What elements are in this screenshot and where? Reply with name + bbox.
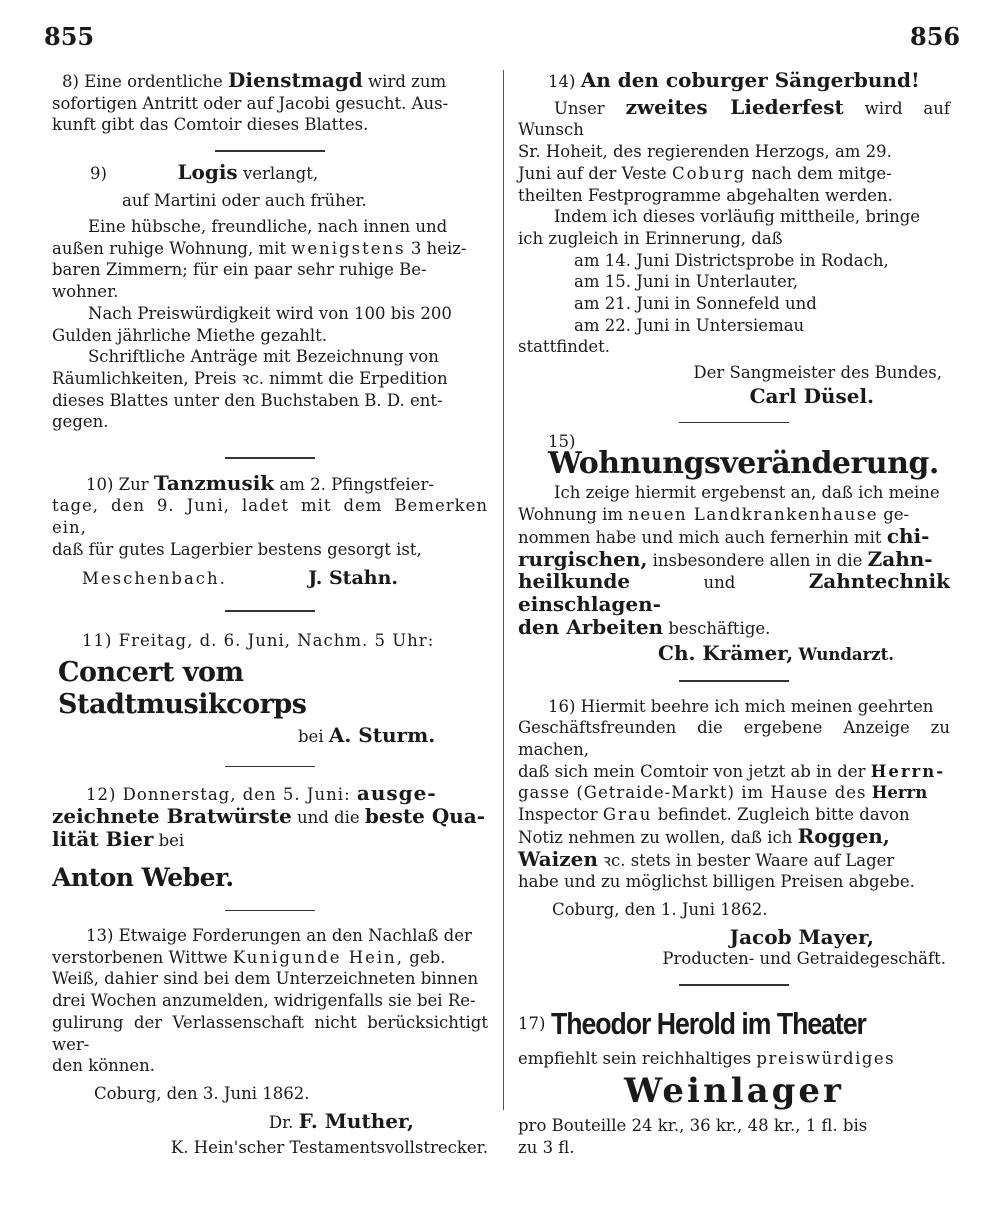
separator xyxy=(225,766,315,768)
ad-8-num: 8) xyxy=(62,72,79,91)
ad-15-title: Wohnungsveränderung. xyxy=(548,445,939,481)
ad-9-title: Logis xyxy=(177,159,238,184)
separator xyxy=(679,680,789,682)
ad-14: 14) An den coburger Sängerbund! Unser zweites Liederfest wird auf Wunsch Sr. Hoheit, des regierenden Herzogs, am 29. Juni auf der Veste Coburg nach dem mitge- theilten Festprogramme abgehalten werden. Indem ich dieses vorläufig mittheile, bringe ich zugleich in Erinnerung, daß am 14. Juni Districtsprobe in Rodach, am 15. Juni in Unterlauter, am 21. Juni in Sonnefeld und am 22. Juni in Untersiemau stattfindet. Der Sangmeister des Bundes, Carl Düsel. xyxy=(518,68,950,408)
left-column xyxy=(52,70,488,1159)
ad-11: 11) Freitag, d. 6. Juni, Nachm. 5 Uhr: Concert vom Stadtmusikcorps bei A. Sturm. xyxy=(52,630,488,748)
ad-11-title: Concert vom Stadtmusikcorps xyxy=(58,657,307,721)
right-column xyxy=(518,70,950,1159)
ad-9: 9) Logis verlangt, auf Martini oder auch früher. Eine hübsche, freundliche, nach innen und außen ruhige Wohnung, mit wenigstens 3 heiz- baren Zimmern; für ein paar sehr ruhige Be- wohner. Nach Preiswürdigkeit wird von 100 bis 200 Gulden jährliche Miethe gezahlt. Schriftliche Anträge mit Bezeichnung von Räumlichkeiten, Preis ꝛc. nimmt die Erpedition dieses Blattes unter den Buchstaben B. D. ent- gegen. xyxy=(52,159,467,432)
ad-12-name: Anton Weber. xyxy=(52,862,234,892)
ad-16: 16) Hiermit beehre ich mich meinen geehrten Geschäftsfreunden die ergebene Anzeige zu machen, daß sich mein Comtoir von jetzt ab in der Herrn- gasse (Getraide-Markt) im Hause des Herrn Inspector Grau befindet. Zugleich bitte davon Notiz nehmen zu wollen, daß ich Roggen, Waizen ꝛc. stets in bester Waare auf Lager habe und zu möglichst billigen Preisen abgebe. Coburg, den 1. Juni 1862. Jacob Mayer, Producten- und Getraidegeschäft. xyxy=(518,696,950,969)
page-number-right: 856 xyxy=(910,22,961,51)
ad-17: 17) Theodor Herold im Theater empfiehlt sein reichhaltiges preiswürdiges Weinlager pro Bouteille 24 kr., 36 kr., 48 kr., 1 fl. bis zu 3 fl. xyxy=(518,1006,950,1159)
separator xyxy=(225,910,315,912)
ad-14-title: An den coburger Sängerbund! xyxy=(580,68,920,92)
separator xyxy=(679,422,789,424)
column-divider xyxy=(503,70,504,1110)
ad-13: 13) Etwaige Forderungen an den Nachlaß der verstorbenen Wittwe Kunigunde Hein, geb. Weiß, dahier sind bei dem Unterzeichneten binnen drei Wochen anzumelden, widrigenfalls sie bei Re- gulirung der Verlassenschaft nicht berücksichtigt wer- den können. Coburg, den 3. Juni 1862. Dr. F. Muther, K. Hein'scher Testamentsvollstrecker. xyxy=(52,926,488,1158)
ad-8-keyword: Dienstmagd xyxy=(228,68,363,92)
separator xyxy=(215,150,325,152)
ad-8: 8) Eine ordentliche Dienstmagd wird zum sofortigen Antritt oder auf Jacobi gesucht. Aus- kunft gibt das Comtoir dieses Blattes. xyxy=(52,68,449,135)
ad-17-title: Theodor Herold im Theater xyxy=(551,1005,867,1041)
ad-15: 15) Wohnungsveränderung. Ich zeige hiermit ergebenst an, daß ich meine Wohnung im neuen Landkrankenhause ge- nommen habe und mich auch fernerhin mit chi- rurgischen, insbesondere allen in die Zahn- heilkunde und Zahntechnik einschlagen- den Arbeiten beschäftige. Ch. Krämer, Wundarzt. xyxy=(518,432,951,666)
separator xyxy=(679,984,789,986)
separator xyxy=(225,457,315,459)
ad-10: 10) Zur Tanzmusik am 2. Pfingstfeier- tage, den 9. Juni, ladet mit dem Bemerken ein, daß für gutes Lagerbier bestens gesorgt ist, Meschenbach. J. Stahn. xyxy=(52,470,488,590)
ad-12: 12) Donnerstag, den 5. Juni: ausge- zeichnete Bratwürste und die beste Qua- lität Bier bei Anton Weber. xyxy=(52,783,488,893)
separator xyxy=(225,610,315,612)
page-number-left: 855 xyxy=(44,22,95,51)
ad-17-big: Weinlager xyxy=(624,1071,844,1112)
